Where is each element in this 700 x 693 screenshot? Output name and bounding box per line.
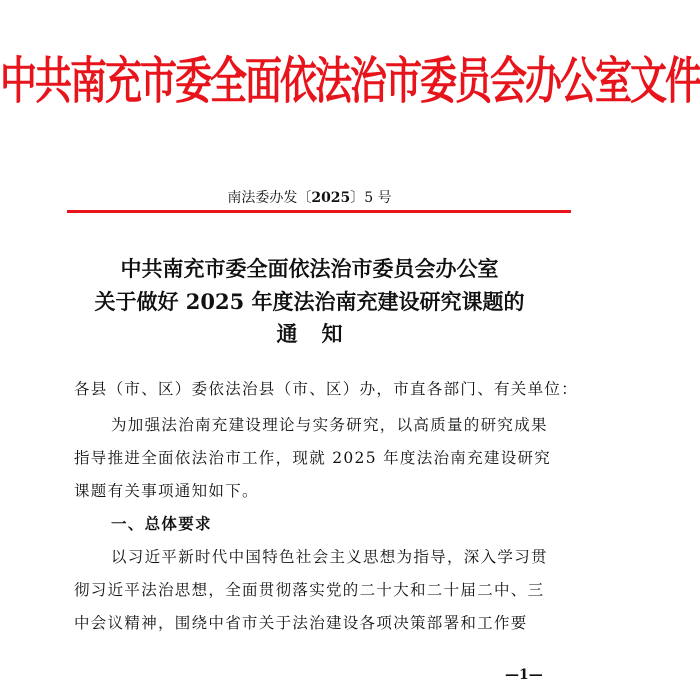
intro-line-2: 指导推进全面依法治市工作，现就 2025 年度法治南充建设研究: [74, 449, 552, 467]
red-divider-line: [67, 210, 571, 213]
document-masthead: 中共南充市委全面依法治市委员会办公室文件: [0, 50, 700, 111]
section-1-heading: 一、总体要求: [111, 515, 212, 533]
doc-number-prefix: 南法委办发〔: [227, 190, 312, 206]
addressee-line: 各县（市、区）委依法治县（市、区）办，市直各部门、有关单位：: [74, 380, 579, 398]
section-1-line-1: 以习近平新时代中国特色社会主义思想为指导，深入学习贯: [111, 548, 548, 566]
title-line-2: 关于做好 2025 年度法治南充建设研究课题的: [94, 289, 525, 314]
page-number: —1—: [505, 667, 543, 683]
section-1-line-3: 中会议精神，围绕中省市关于法治建设各项决策部署和工作要: [74, 614, 528, 632]
intro-line-3: 课题有关事项通知如下。: [74, 482, 259, 500]
section-1-line-2: 彻习近平法治思想，全面贯彻落实党的二十大和二十届二中、三: [74, 581, 545, 599]
title-line-1: 中共南充市委全面依法治市委员会办公室: [120, 256, 499, 281]
title-line-3: 通知: [276, 321, 367, 346]
doc-number-year: 2025: [311, 190, 351, 206]
intro-line-1: 为加强法治南充建设理论与实务研究，以高质量的研究成果: [111, 416, 548, 434]
document-number: [0, 187, 619, 207]
doc-number-suffix: 〕5 号: [350, 190, 392, 206]
